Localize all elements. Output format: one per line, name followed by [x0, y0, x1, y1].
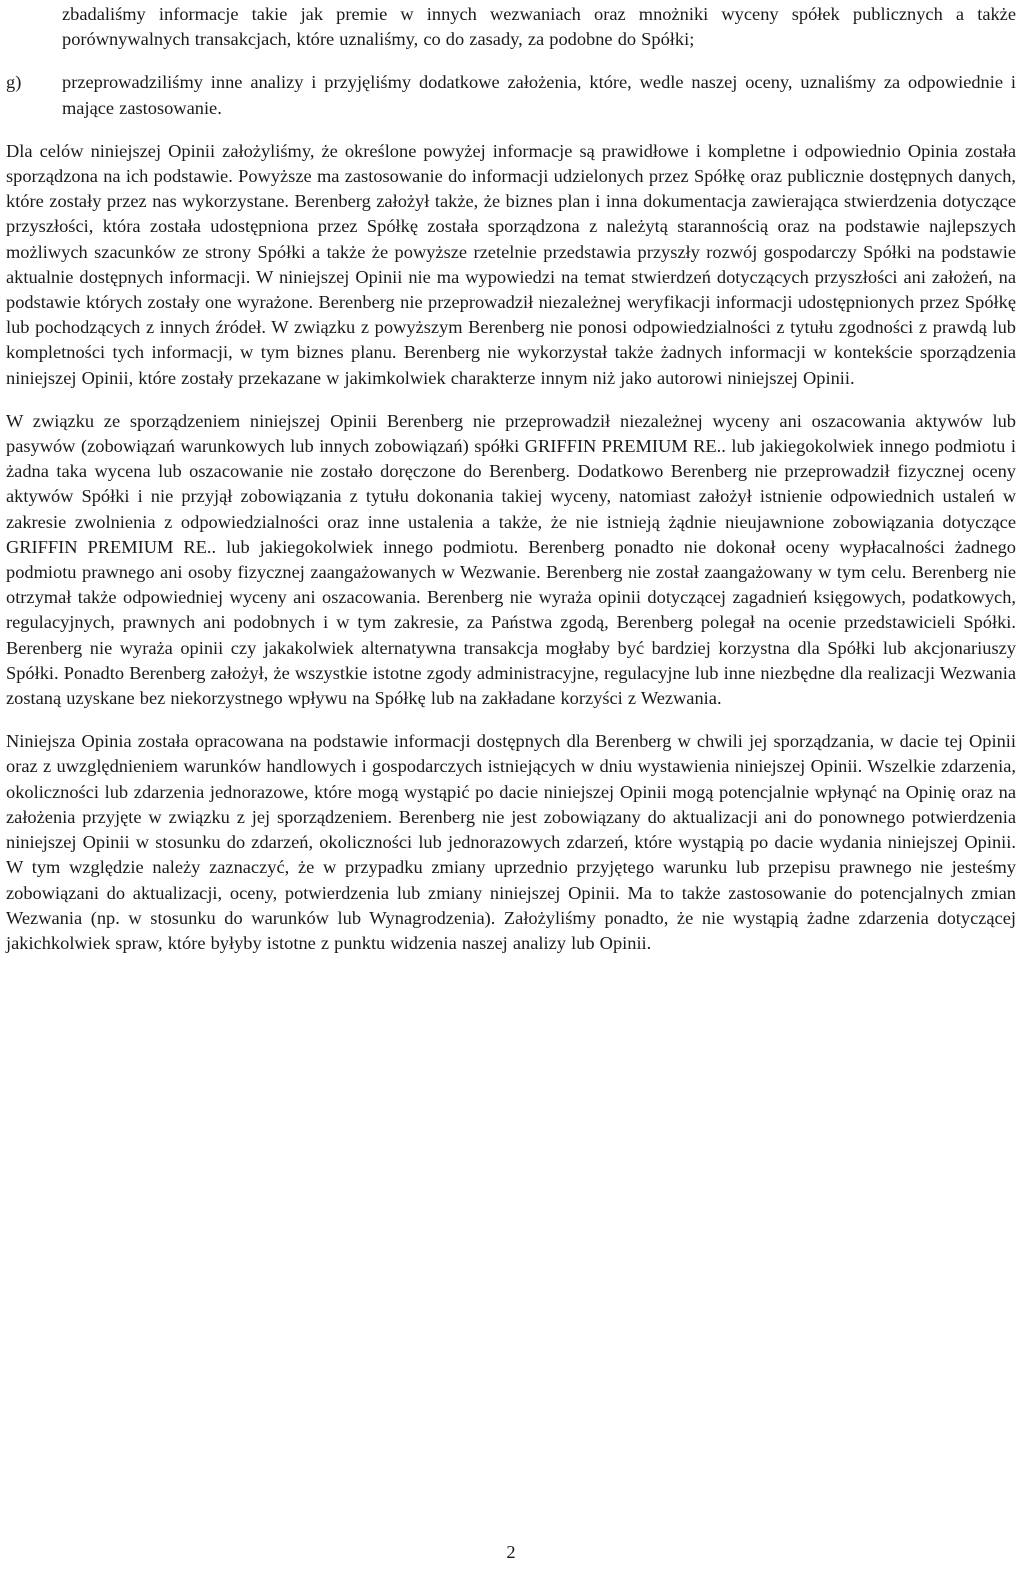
list-item-text: zbadaliśmy informacje takie jak premie w innych wezwaniach oraz mnożniki wyceny spółek publicznych a także porównywalnych transakcjach, które uznaliśmy, co do zasady, za podobne do Spółki;: [62, 4, 1016, 50]
list-item-f-continuation: [6, 2, 1016, 52]
list-item-text: przeprowadziliśmy inne analizy i przyjęliśmy dodatkowe założenia, które, wedle naszej oceny, uznaliśmy za odpowiednie i mające zastosowanie.: [62, 72, 1016, 118]
document-page: [6, 0, 1016, 1583]
paragraph-assumptions: Dla celów niniejszej Opinii założyliśmy, że określone powyżej informacje są prawidłowe i kompletne i odpowiednio Opinia została sporządzona na ich podstawie. Powyższe ma zastosowanie do informacji udzielonych przez Spółkę oraz publicznie dostępnych danych, które zostały przez nas wykorzystane. Berenberg założył także, że biznes plan i inna dokumentacja zawierająca stwierdzenia dotyczące przyszłości, która została udostępniona przez Spółkę została sporządzona z należytą starannością oraz na podstawie najlepszych możliwych szacunków ze strony Spółki a także że powyższe rzetelnie przedstawia przyszły rozwój gospodarczy Spółki na podstawie aktualnie dostępnych informacji. W niniejszej Opinii nie ma wypowiedzi na temat stwierdzeń dotyczących przyszłości ani założeń, na podstawie których zostały one wyrażone. Berenberg nie przeprowadził niezależnej weryfikacji informacji udostępnionych przez Spółkę lub pochodzących z innych źródeł. W związku z powyższym Berenberg nie ponosi odpowiedzialności z tytułu zgodności z prawdą lub kompletności tych informacji, w tym biznes planu. Berenberg nie wykorzystał także żadnych informacji w kontekście sporządzenia niniejszej Opinii, które zostały przekazane w jakimkolwiek charakterze innym niż jako autorowi niniejszej Opinii.: [6, 140, 1016, 388]
paragraph-basis-of-opinion: Niniejsza Opinia została opracowana na podstawie informacji dostępnych dla Berenberg w chwili jej sporządzania, w dacie tej Opinii oraz z uwzględnieniem warunków handlowych i gospodarczych istniejących w dniu wystawienia niniejszej Opinii. Wszelkie zdarzenia, okoliczności lub zdarzenia jednorazowe, które mogą wystąpić po dacie niniejszej Opinii mogą potencjalnie wpłynąć na Opinię oraz na założenia przyjęte w związku z jej sporządzeniem. Berenberg nie jest zobowiązany do aktualizacji ani do ponownego potwierdzenia niniejszej Opinii w stosunku do zdarzeń, okoliczności lub jednorazowych zdarzeń, które wystąpią po dacie wydania niniejszej Opinii. W tym względzie należy zaznaczyć, że w przypadku zmiany uprzednio przyjętego warunku lub przepisu prawnego nie jesteśmy zobowiązani do aktualizacji, oceny, potwierdzenia lub zmiany niniejszej Opinii. Ma to także zastosowanie do potencjalnych zmian Wezwania (np. w stosunku do warunków lub Wynagrodzenia). Założyliśmy ponadto, że nie wystąpią żadne zdarzenia dotyczącej jakichkolwiek spraw, które byłyby istotne z punktu widzenia naszej analizy lub Opinii.: [6, 731, 1016, 953]
paragraph-valuation: W związku ze sporządzeniem niniejszej Opinii Berenberg nie przeprowadził niezależnej wyceny ani oszacowania aktywów lub pasywów (zobowiązań warunkowych lub innych zobowiązań) spółki GRIFFIN PREMIUM RE.. lub jakiegokolwiek innego podmiotu i żadna taka wycena lub oszacowanie nie zostało doręczone do Berenberg. Dodatkowo Berenberg nie przeprowadził fizycznej oceny aktywów Spółki i nie przyjął zobowiązania z tytułu dokonania takiej wyceny, natomiast założył istnienie odpowiednich ustaleń w zakresie zwolnienia z odpowiedzialności oraz inne ustalenia a także, że nie istnieją żądnie nieujawnione zobowiązania dotyczące GRIFFIN PREMIUM RE.. lub jakiegokolwiek innego podmiotu. Berenberg ponadto nie dokonał oceny wypłacalności żadnego podmiotu prawnego ani osoby fizycznej zaangażowanych w Wezwanie. Berenberg nie został zaangażowany w tym celu. Berenberg nie otrzymał także odpowiedniej wyceny ani oszacowania. Berenberg nie wyraża opinii dotyczącej zagadnień księgowych, podatkowych, regulacyjnych, prawnych ani podobnych i w tym zakresie, za Państwa zgodą, Berenberg polegał na ocenie przedstawicieli Spółki. Berenberg nie wyraża opinii czy jakakolwiek alternatywna transakcja mogłaby być bardziej korzystna dla Spółki lub akcjonariuszy Spółki. Ponadto Berenberg założył, że wszystkie istotne zgody administracyjne, regulacyjne lub inne niezbędne dla realizacji Wezwania zostaną uzyskane bez niekorzystnego wpływu na Spółkę lub na zakładane korzyści z Wezwania.: [6, 410, 1016, 709]
document-body: [6, 2, 1016, 974]
list-item-letter: g): [6, 72, 22, 93]
page-number: 2: [506, 1542, 516, 1562]
list-item-g: [6, 70, 1016, 120]
